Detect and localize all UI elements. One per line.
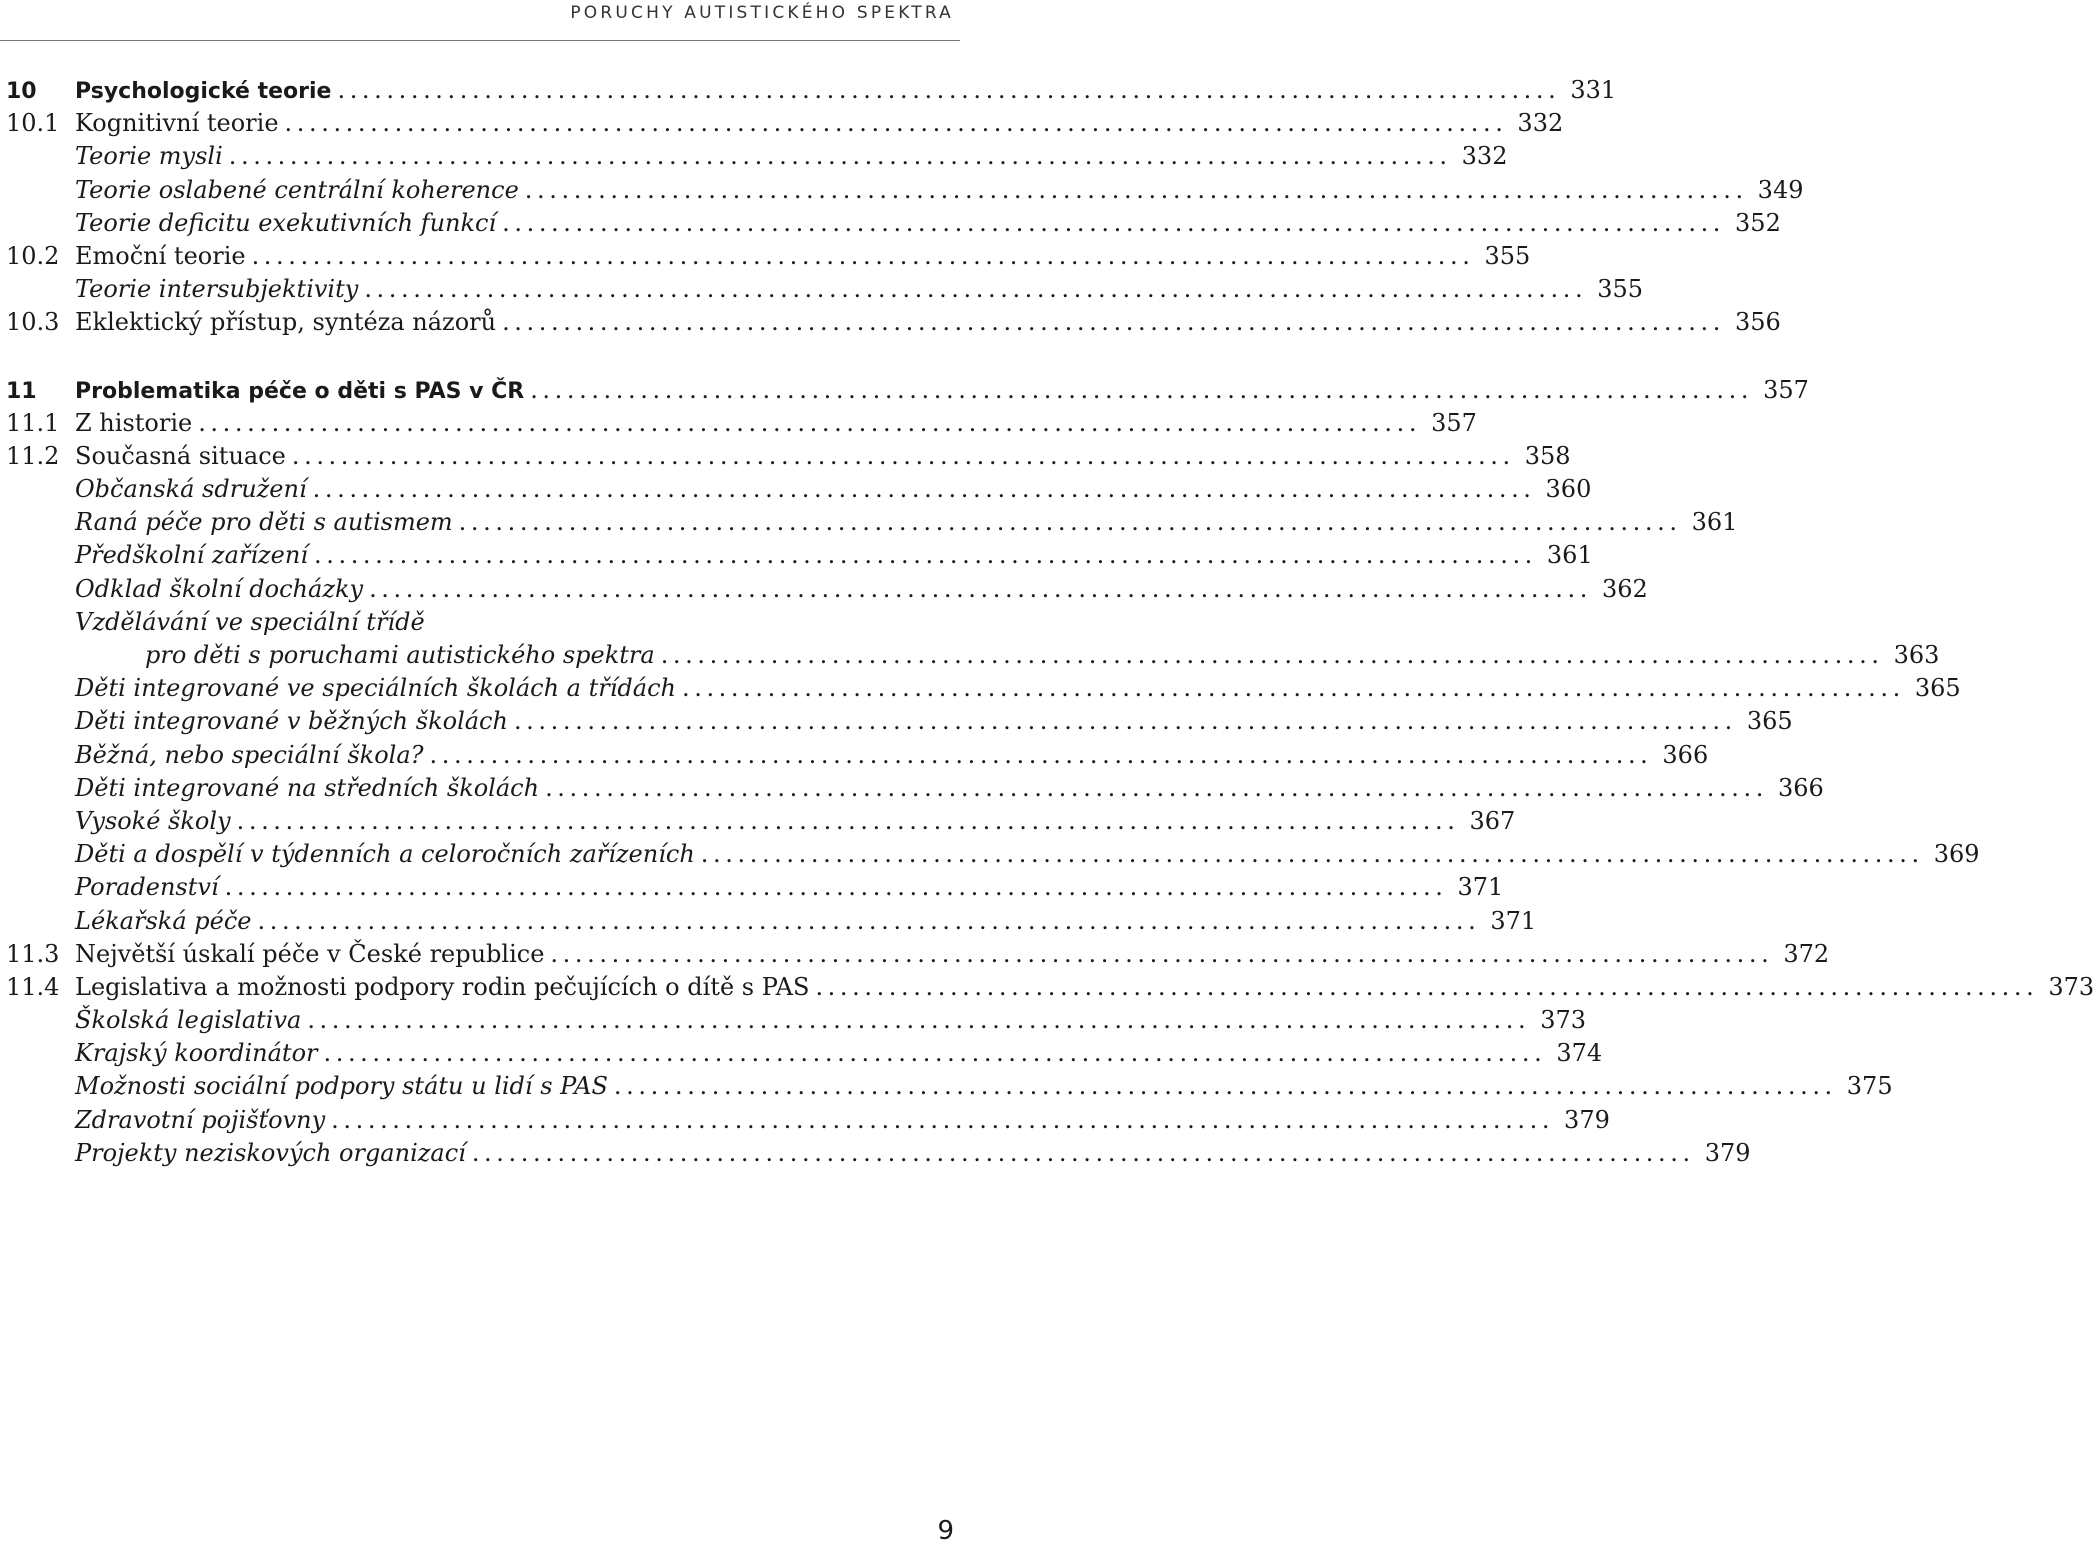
page-ref: 356 [1734, 308, 1781, 337]
subsection-title: Odklad školní docházky [75, 574, 364, 603]
subsection-title: Projekty neziskových organizací [75, 1138, 466, 1167]
page-ref: 379 [1704, 1138, 1751, 1167]
dot-leader: .................................................................................................... [815, 972, 2039, 1001]
toc-subsection[interactable] [6, 773, 1824, 807]
page-ref: 365 [1746, 707, 1793, 736]
page-ref: 352 [1735, 208, 1781, 237]
toc-subsection-continued[interactable] [6, 641, 1940, 674]
page-ref: 360 [1545, 475, 1592, 504]
dot-leader: .................................................................................................... [700, 840, 1924, 869]
subsection-title: Poradenství [75, 873, 219, 902]
page-ref: 355 [1597, 275, 1644, 304]
subsection-title: Děti integrované v běžných školách [75, 707, 508, 736]
page-ref: 363 [1893, 641, 1940, 669]
page-ref: 361 [1691, 508, 1738, 537]
toc-subsection[interactable] [6, 674, 1961, 707]
subsection-title: Děti integrované na středních školách [75, 773, 540, 802]
toc-subsection[interactable] [6, 175, 1804, 209]
toc-subsection[interactable] [6, 541, 1593, 574]
dot-leader: .................................................................................................... [331, 1105, 1555, 1134]
toc-subsection[interactable] [6, 475, 1592, 508]
dot-leader: .................................................................................................... [550, 939, 1774, 968]
toc-section[interactable] [6, 939, 1830, 973]
section-number: 11.3 [6, 939, 60, 968]
subsection-title: Školská legislativa [75, 1006, 302, 1035]
toc-section[interactable] [6, 308, 1781, 341]
toc-section[interactable] [6, 241, 1531, 275]
dot-leader: .................................................................................................... [369, 574, 1592, 603]
subsection-title: Zdravotní pojišťovny [75, 1105, 326, 1134]
dot-leader: .................................................................................................... [291, 441, 1515, 470]
subsection-title: Lékařská péče [75, 906, 252, 935]
subsection-title: Teorie oslabené centrální koherence [75, 175, 519, 204]
toc-subsection[interactable] [6, 508, 1738, 541]
page-ref: 371 [1457, 873, 1504, 902]
chapter-number: 11 [6, 378, 37, 404]
section-number: 11.1 [6, 408, 60, 437]
page-number: 9 [937, 1516, 954, 1546]
chapter-gap [6, 342, 956, 376]
dot-leader: .................................................................................................... [337, 76, 1561, 104]
toc-subsection[interactable] [6, 208, 1781, 242]
toc-subsection[interactable] [6, 740, 1709, 774]
dot-leader: .................................................................................................... [323, 1039, 1547, 1068]
dot-leader: .................................................................................................... [660, 641, 1884, 669]
page-ref: 357 [1763, 375, 1809, 404]
page-ref: 379 [1564, 1105, 1610, 1134]
toc-subsection[interactable] [6, 1138, 1751, 1172]
dot-leader: .................................................................................................... [429, 740, 1653, 769]
subsection-title: Krajský koordinátor [75, 1039, 318, 1068]
toc-subsection[interactable] [6, 873, 1504, 906]
section-number: 11.4 [6, 972, 60, 1001]
toc-subsection[interactable] [6, 574, 1648, 608]
dot-leader: .................................................................................................... [530, 375, 1754, 404]
page-ref: 331 [1570, 76, 1617, 104]
page-ref: 355 [1484, 241, 1531, 270]
dot-leader: .................................................................................................... [471, 1138, 1695, 1167]
toc-section[interactable] [6, 109, 1564, 142]
dot-leader: .................................................................................................... [312, 475, 1536, 504]
dot-leader: .................................................................................................... [228, 142, 1452, 171]
toc-subsection[interactable] [6, 1072, 1893, 1105]
section-number: 11.2 [6, 441, 60, 470]
subsection-title: Děti a dospělí v týdenních a celoročních zařízeních [75, 840, 695, 869]
subsection-title: Teorie intersubjektivity [75, 275, 359, 304]
toc-chapter-10[interactable] [6, 76, 1617, 109]
subsection-title: Občanská sdružení [75, 475, 307, 504]
dot-leader: .................................................................................................... [681, 674, 1905, 703]
page-ref: 369 [1933, 840, 1980, 869]
chapter-title: Psychologické teorie [75, 79, 332, 104]
page-ref: 372 [1783, 939, 1830, 968]
subsection-title: Vzdělávání ve speciální třídě [75, 607, 425, 636]
section-title: Z historie [75, 408, 193, 437]
dot-leader: .................................................................................................... [458, 508, 1682, 537]
toc-subsection[interactable] [6, 1006, 1587, 1039]
dot-leader: .................................................................................................... [502, 308, 1725, 337]
subsection-title: Možnosti sociální podpory státu u lidí s PAS [75, 1072, 608, 1101]
toc-subsection[interactable] [6, 806, 1516, 840]
page-ref: 367 [1469, 806, 1516, 835]
subsection-title: Předškolní zařízení [75, 541, 309, 570]
page-ref: 358 [1524, 441, 1571, 470]
toc-subsection[interactable] [6, 906, 1537, 940]
toc-section[interactable] [6, 408, 1477, 442]
dot-leader: .................................................................................................... [314, 541, 1537, 570]
subsection-title: Vysoké školy [75, 806, 231, 835]
toc-chapter-11[interactable] [6, 375, 1809, 409]
page-ref: 366 [1777, 773, 1824, 802]
subsection-title: Běžná, nebo speciální škola? [75, 740, 424, 769]
toc-section[interactable] [6, 441, 1571, 475]
section-number: 10.1 [6, 109, 60, 138]
page-ref: 375 [1846, 1072, 1893, 1101]
page-ref: 371 [1490, 906, 1537, 935]
toc-subsection[interactable] [6, 1039, 1603, 1072]
section-title: Současná situace [75, 441, 286, 470]
subsection-title: Děti integrované ve speciálních školách a třídách [75, 674, 676, 703]
dot-leader: .................................................................................................... [224, 873, 1448, 902]
page-ref: 366 [1662, 740, 1709, 769]
page-ref: 332 [1517, 109, 1564, 138]
subsection-title: Teorie mysli [75, 142, 223, 171]
toc-subsection[interactable] [6, 608, 956, 641]
running-head: PORUCHY AUTISTICKÉHO SPEKTRA [570, 3, 954, 23]
section-title: Emoční teorie [75, 241, 246, 270]
toc-subsection[interactable] [6, 275, 1644, 308]
section-title: Kognitivní teorie [75, 109, 279, 138]
page-ref: 373 [2048, 972, 2094, 1001]
page-ref: 362 [1601, 574, 1648, 603]
toc-section[interactable] [6, 972, 2094, 1006]
section-title: Největší úskalí péče v České republice [75, 939, 545, 968]
chapter-title: Problematika péče o děti s PAS v ČR [75, 378, 525, 404]
page-ref: 349 [1757, 175, 1804, 204]
dot-leader: .................................................................................................... [257, 906, 1481, 935]
page-ref: 374 [1556, 1039, 1603, 1068]
dot-leader: .................................................................................................... [513, 707, 1737, 736]
dot-leader: .................................................................................................... [545, 773, 1768, 802]
page-ref: 361 [1546, 541, 1593, 570]
dot-leader: .................................................................................................... [284, 109, 1508, 138]
dot-leader: .................................................................................................... [236, 806, 1460, 835]
page-ref: 365 [1914, 674, 1961, 703]
toc-subsection[interactable] [6, 1105, 1610, 1139]
subsection-title: pro děti s poruchami autistického spektra [145, 641, 655, 669]
dot-leader: .................................................................................................... [307, 1006, 1531, 1035]
dot-leader: .................................................................................................... [613, 1072, 1837, 1101]
dot-leader: .................................................................................................... [524, 175, 1748, 204]
header-rule [0, 40, 960, 41]
section-title: Legislativa a možnosti podpory rodin pečujících o dítě s PAS [75, 972, 810, 1001]
section-number: 10.3 [6, 308, 60, 337]
toc-subsection[interactable] [6, 707, 1793, 740]
dot-leader: .................................................................................................... [198, 408, 1422, 437]
dot-leader: .................................................................................................... [364, 275, 1588, 304]
dot-leader: .................................................................................................... [502, 208, 1726, 237]
toc-subsection[interactable] [6, 840, 1980, 873]
dot-leader: .................................................................................................... [251, 241, 1475, 270]
table-of-contents [6, 76, 2094, 1172]
section-title: Eklektický přístup, syntéza názorů [75, 308, 497, 337]
chapter-number: 10 [6, 79, 37, 104]
subsection-title: Teorie deficitu exekutivních funkcí [75, 208, 497, 237]
toc-subsection[interactable] [6, 142, 1508, 175]
page-ref: 373 [1540, 1006, 1587, 1035]
page-ref: 357 [1431, 408, 1477, 437]
section-number: 10.2 [6, 241, 60, 270]
page-ref: 332 [1461, 142, 1508, 171]
subsection-title: Raná péče pro děti s autismem [75, 508, 453, 537]
